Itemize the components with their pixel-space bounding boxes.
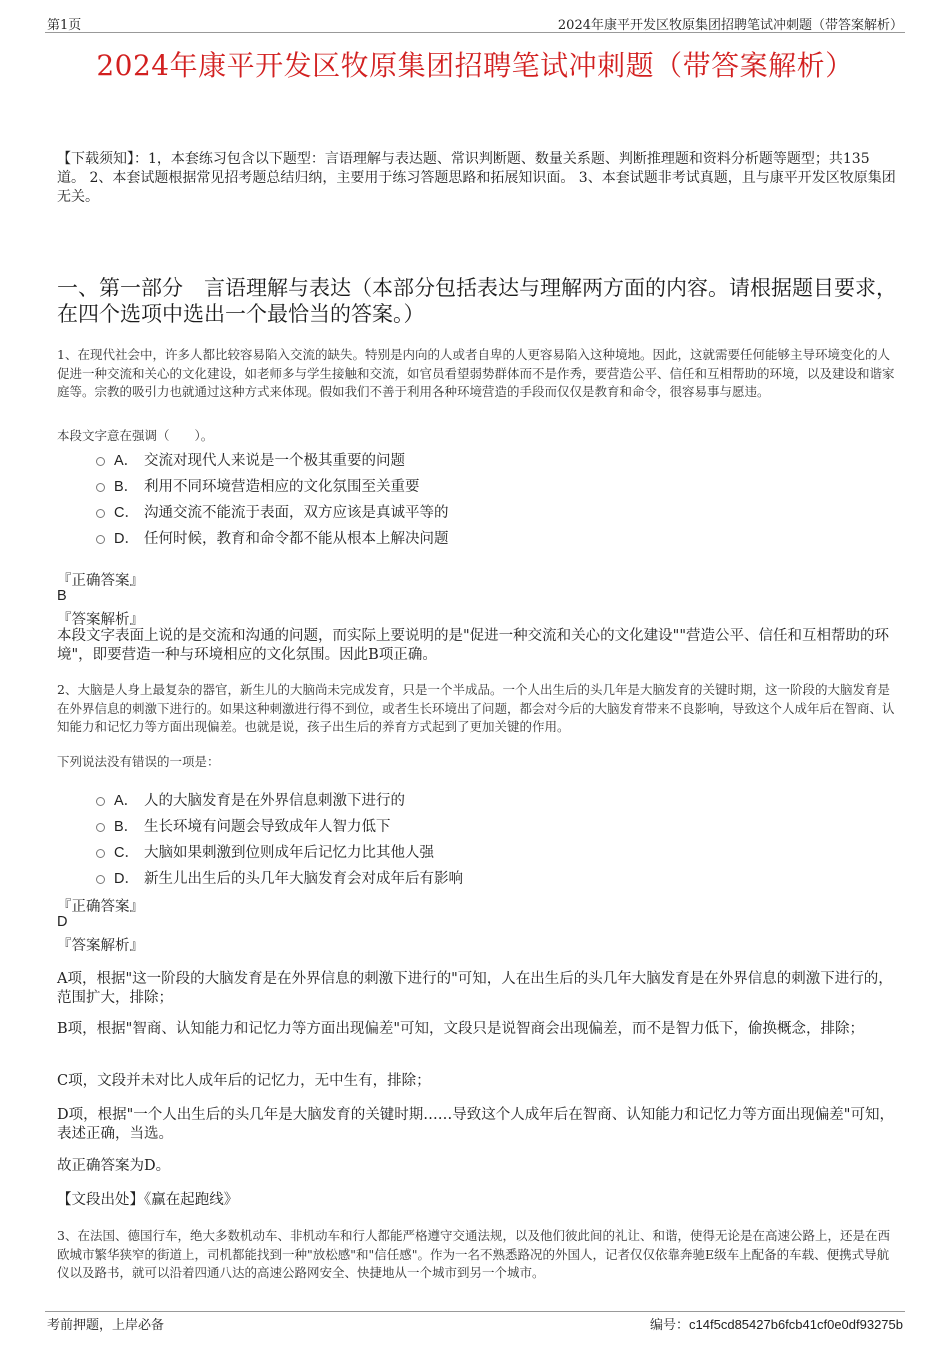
question-1-option-d[interactable] <box>96 527 449 548</box>
question-3-text: 3、在法国、德国行车，绝大多数机动车、非机动车和行人都能严格遵守交通法规，以及他们彼此间的礼让、和谐，使得无论是在高速公路上，还是在西欧城市繁华狭窄的街道上，司机都能找到一种"放松感"和"信任感"。作为一名不熟悉路况的外国人，记者仅仅依靠奔驰E级车上配备的车载、便携式导航仪以及路书，就可以沿着四通八达的高速公路网安全、快捷地从一个城市到另一个城市。 <box>57 1228 890 1280</box>
question-2-analysis-d: D项，根据"一个人出生后的头几年是大脑发育的关键时期……导致这个人成年后在智商、认知能力和记忆力等方面出现偏差"可知，表述正确，当选。 <box>57 1107 894 1142</box>
download-notice: 【下载须知】：1，本套练习包含以下题型：言语理解与表达题、常识判断题、数量关系题、判断推理题和资料分析题等题型；共135道。 2、本套试题根据常见招考题总结归纳，主要用于练习答题思路和拓展知识面。 3、本套试题非考试真题，且与康平开发区牧原集团无关。 <box>57 151 896 205</box>
question-1-answer-label: 『正确答案』 <box>57 573 144 589</box>
option-text: 任何时候，教育和命令都不能从根本上解决问题 <box>144 531 449 547</box>
option-letter: B． <box>114 819 139 835</box>
question-2-option-d[interactable] <box>96 867 463 888</box>
question-1-option-a[interactable] <box>96 449 405 470</box>
question-2-analysis-c: C项，文段并未对比人成年后的记忆力，无中生有，排除； <box>57 1073 431 1089</box>
question-2-option-b[interactable] <box>96 815 391 836</box>
question-2-analysis-a: A项，根据"这一阶段的大脑发育是在外界信息的刺激下进行的"可知，人在出生后的头几年大脑发育是在外界信息的刺激下进行的，范围扩大，排除； <box>57 971 893 1006</box>
radio-icon[interactable] <box>96 823 105 832</box>
question-1-analysis: 本段文字表面上说的是交流和沟通的问题，而实际上要说明的是"促进一种交流和关心的文化建设""营造公平、信任和互相帮助的环境"，即要营造一种与环境相应的文化氛围。因此B项正确。 <box>57 628 890 663</box>
header-doc-title: 2024年康平开发区牧原集团招聘笔试冲刺题（带答案解析） <box>557 18 903 33</box>
question-2-prompt: 下列说法没有错误的一项是： <box>57 754 220 769</box>
radio-icon[interactable] <box>96 457 105 466</box>
option-letter: D． <box>114 531 139 547</box>
option-letter: A． <box>114 453 139 469</box>
option-text: 新生儿出生后的头几年大脑发育会对成年后有影响 <box>144 871 463 887</box>
question-2-analysis-label: 『答案解析』 <box>57 938 144 954</box>
question-1-text: 1、在现代社会中，许多人都比较容易陷入交流的缺失。特别是内向的人或者自卑的人更容易陷入这种境地。因此，这就需要任何能够主导环境变化的人促进一种交流和关心的文化建设，如老师多与学生接触和交流，如官员看望弱势群体而不是作秀，要营造公平、信任和互相帮助的环境，以及建设和谐家庭等。宗教的吸引力也就通过这种方式来体现。假如我们不善于利用各种环境营造的手段而仅仅是教育和命令，很容易事与愿违。 <box>57 347 895 399</box>
option-letter: D． <box>114 871 139 887</box>
radio-icon[interactable] <box>96 535 105 544</box>
question-1-option-b[interactable] <box>96 475 420 496</box>
option-text: 沟通交流不能流于表面，双方应该是真诚平等的 <box>144 505 449 521</box>
option-text: 生长环境有问题会导致成年人智力低下 <box>144 819 391 835</box>
question-1-analysis-label: 『答案解析』 <box>57 612 144 628</box>
option-text: 交流对现代人来说是一个极其重要的问题 <box>144 453 405 469</box>
radio-icon[interactable] <box>96 849 105 858</box>
option-letter: C． <box>114 505 139 521</box>
footer-slogan: 考前押题，上岸必备 <box>47 1318 165 1333</box>
option-text: 人的大脑发育是在外界信息刺激下进行的 <box>144 793 405 809</box>
question-2-option-a[interactable] <box>96 789 405 810</box>
radio-icon[interactable] <box>96 509 105 518</box>
radio-icon[interactable] <box>96 797 105 806</box>
header-divider <box>45 32 905 33</box>
question-2-answer: D <box>57 914 68 930</box>
option-text: 大脑如果刺激到位则成年后记忆力比其他人强 <box>144 845 434 861</box>
radio-icon[interactable] <box>96 483 105 492</box>
question-1-answer: B <box>57 588 67 604</box>
question-2-conclusion: 故正确答案为D。 <box>57 1158 171 1174</box>
radio-icon[interactable] <box>96 875 105 884</box>
footer-divider <box>45 1311 905 1312</box>
question-2-option-c[interactable] <box>96 841 434 862</box>
option-letter: B． <box>114 479 139 495</box>
page-title: 2024年康平开发区牧原集团招聘笔试冲刺题（带答案解析） <box>96 49 854 82</box>
option-letter: C． <box>114 845 139 861</box>
option-text: 利用不同环境营造相应的文化氛围至关重要 <box>144 479 420 495</box>
footer-doc-id: 编号：c14f5cd85427b6fcb41cf0e0df93275b <box>650 1317 903 1332</box>
question-2-answer-label: 『正确答案』 <box>57 899 144 915</box>
question-1-option-c[interactable] <box>96 501 449 522</box>
question-2-source: 【文段出处】《赢在起跑线》 <box>57 1192 239 1208</box>
question-2-analysis-b: B项，根据"智商、认知能力和记忆力等方面出现偏差"可知，文段只是说智商会出现偏差，而不是智力低下，偷换概念，排除； <box>57 1021 864 1037</box>
section-heading: 一、第一部分 言语理解与表达（本部分包括表达与理解两方面的内容。请根据题目要求，在四个选项中选出一个最恰当的答案。） <box>57 276 897 326</box>
question-2-text: 2、大脑是人身上最复杂的器官，新生儿的大脑尚未完成发育，只是一个半成品。一个人出生后的头几年是大脑发育的关键时期，这一阶段的大脑发育是在外界信息的刺激下进行的。如果这种刺激进行得不到位，或者生长环境出了问题，都会对今后的大脑发育带来不良影响，导致这个人成年后在智商、认知能力和记忆力等方面出现偏差。也就是说，孩子出生后的养育方式起到了更加关键的作用。 <box>57 682 895 734</box>
header-page-number: 第1页 <box>47 18 82 33</box>
option-letter: A． <box>114 793 139 809</box>
question-1-prompt: 本段文字意在强调（ ）。 <box>57 428 214 443</box>
